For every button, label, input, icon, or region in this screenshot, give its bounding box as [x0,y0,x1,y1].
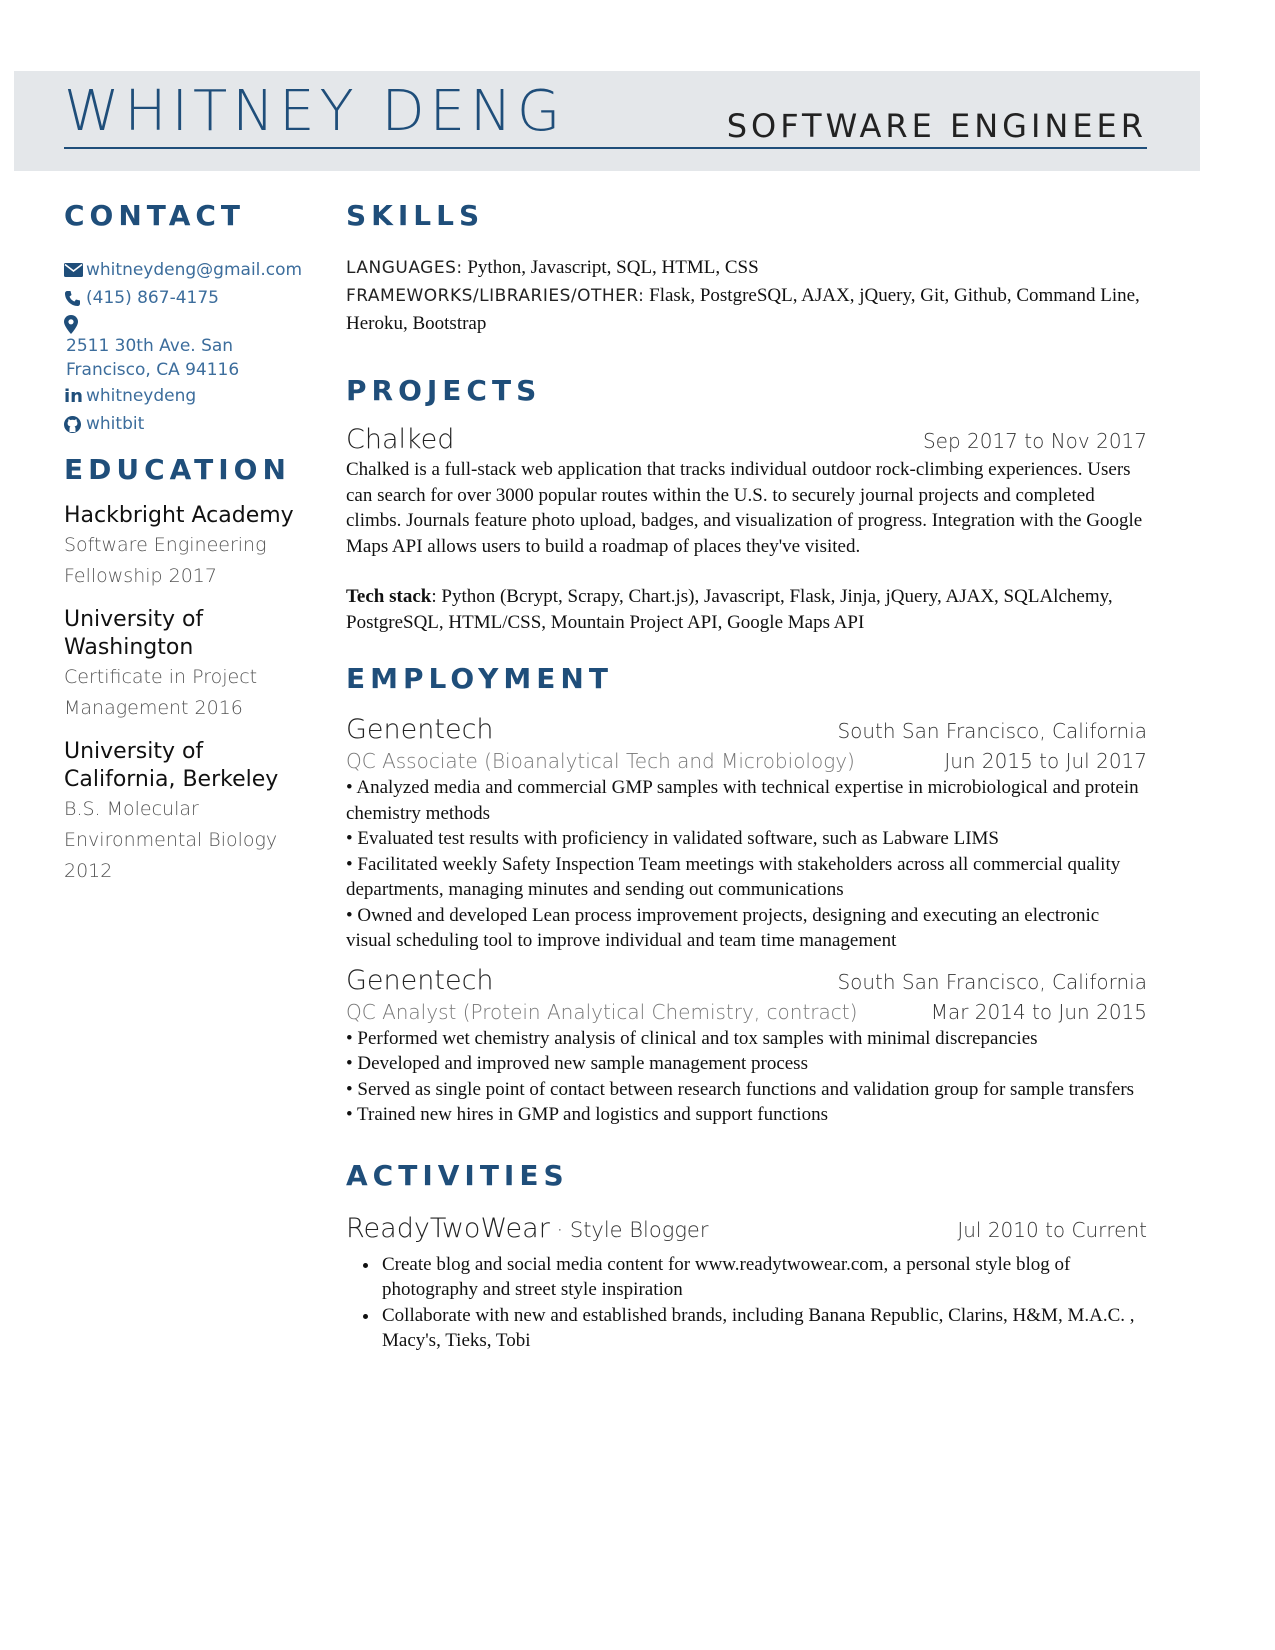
contact-list [64,256,309,438]
skills-body [346,254,1147,337]
job-bullet: • Developed and improved new sample management process [346,1053,808,1074]
address-line-2: Francisco, CA 94116 [66,360,240,380]
project-tech-stack [346,584,1147,635]
job-bullet: • Facilitated weekly Safety Inspection Team meetings with stakeholders across all commercial quality departments, managing minutes and sending out communications [346,853,1121,900]
school-name-line: University of [64,607,204,632]
candidate-name: WHITNEY DENG [64,79,566,144]
degree-line: Fellowship 2017 [64,565,217,587]
languages-value: Python, Javascript, SQL, HTML, CSS [467,257,759,278]
activity-item [346,1212,1147,1354]
activity-bullets [346,1252,1147,1354]
job-dates: Jun 2015 to Jul 2017 [944,749,1147,773]
job-bullets [346,775,1147,954]
job-bullet: • Performed wet chemistry analysis of clinical and tox samples with minimal discrepancies [346,1027,1038,1049]
degree-line: Environmental Biology [64,829,278,851]
job-subheader [346,747,1147,775]
job-bullet: • Analyzed media and commercial GMP samples with technical expertise in microbiological and protein chemistry methods [346,777,1139,824]
school-name [64,606,309,662]
project-name: Chalked [346,424,455,455]
envelope-icon [64,263,86,277]
job-item [346,964,1147,1128]
degree-line: Software Engineering [64,534,267,556]
languages-label: LANGUAGES: [346,258,463,278]
project-header [346,423,1147,457]
job-item [346,713,1147,954]
left-column [64,198,309,887]
job-bullet: • Served as single point of contact between research functions and validation group for sample transfers [346,1078,1135,1100]
frameworks-value: Flask, PostgreSQL, AJAX, jQuery, Git, Github, Command Line, Heroku, Bootstrap [346,285,1140,334]
contact-phone[interactable] [64,284,309,312]
contact-github[interactable] [64,410,309,438]
skills-heading: SKILLS [346,199,485,232]
job-header [346,964,1147,998]
activity-dates: Jul 2010 to Current [957,1217,1147,1242]
school-name: Hackbright Academy [64,503,294,528]
job-bullet: • Owned and developed Lean process improvement projects, designing and executing an electronic visual scheduling tool to improve individual and team time management [346,904,1100,951]
contact-address [64,334,309,382]
project-description: Chalked is a full-stack web application that tracks individual outdoor rock-climbing experiences. Users can search for over 3000 popular routes within the U.S. to securely journal projects and completed climbs. Journals feature photo upload, badges, and visualization of progress. Integration with the Google Maps API allows users to build a roadmap of places they've visited. [346,459,1143,557]
activity-bullet: • Create blog and social media content for www.readytwowear.com, a personal style blog of photography and street style inspiration [380,1252,1147,1303]
degree-line: Management 2016 [64,697,243,719]
job-bullet: • Evaluated test results with proficiency in validated software, such as Labware LIMS [346,828,999,849]
company-name: Genentech [346,714,494,745]
activity-title [346,1212,708,1246]
phone-icon [64,290,86,307]
github-icon [64,416,86,433]
address-line-1: 2511 30th Ave. San [66,336,234,356]
company-name: Genentech [346,964,494,996]
activity-role: Style Blogger [569,1217,709,1242]
job-dates: Mar 2014 to Jun 2015 [930,999,1147,1024]
school-name [64,738,309,794]
contact-heading: CONTACT [64,199,246,232]
contact-address-marker [64,312,309,336]
school-name-line: California, Berkeley [64,767,279,792]
school-name-line: Washington [64,635,194,660]
linkedin-link[interactable]: whitneydeng [86,386,197,406]
project-dates: Sep 2017 to Nov 2017 [922,429,1147,453]
education-item [64,606,309,724]
contact-linkedin[interactable] [64,382,309,410]
header-divider [64,147,1147,149]
activity-separator: · [549,1217,570,1242]
project-item [346,423,1147,635]
projects-heading: PROJECTS [346,374,542,407]
activity-name: ReadyTwoWear [346,1212,550,1244]
job-title: SOFTWARE ENGINEER [726,107,1147,145]
tech-stack-value: : Python (Bcrypt, Scrapy, Chart.js), Javascript, Flask, Jinja, jQuery, AJAX, SQLAlchemy, PostgreSQL, HTML/CSS, Mountain Project API, Google Maps API [346,586,1113,633]
education-heading: EDUCATION [64,453,291,486]
map-marker-icon [64,315,86,334]
contact-email[interactable] [64,256,309,284]
job-header [346,713,1147,747]
degree-line: B.S. Molecular [64,798,199,820]
education-item [64,738,309,887]
tech-stack-label: Tech stack [346,586,432,607]
job-location: South San Francisco, California [837,719,1147,743]
activity-bullet: • Collaborate with new and established brands, including Banana Republic, Clarins, H&M, M.A.C. , Macy's, Tieks, Tobi [380,1303,1147,1354]
skills-frameworks [346,282,1147,337]
job-bullet: • Trained new hires in GMP and logistics and support functions [346,1104,828,1125]
skills-languages [346,254,1147,282]
degree-line: 2012 [64,860,113,882]
job-bullets [346,1026,1147,1128]
degree-line: Certificate in Project [64,666,258,688]
job-position: QC Associate (Bioanalytical Tech and Microbiology) [346,749,855,773]
education-item [64,502,309,592]
activity-header [346,1212,1147,1246]
right-column [346,198,1147,1354]
github-link[interactable]: whitbit [86,414,145,434]
employment-heading: EMPLOYMENT [346,662,613,695]
job-subheader [346,998,1147,1026]
job-position: QC Analyst (Protein Analytical Chemistry, contract) [346,999,858,1024]
school-name-line: University of [64,739,204,764]
phone-text: (415) 867-4175 [86,288,219,308]
frameworks-label: FRAMEWORKS/LIBRARIES/OTHER: [346,286,645,306]
linkedin-icon: in [64,385,83,407]
email-link[interactable]: whitneydeng@gmail.com [86,260,303,280]
activities-heading: ACTIVITIES [346,1158,569,1192]
job-location: South San Francisco, California [837,969,1147,994]
